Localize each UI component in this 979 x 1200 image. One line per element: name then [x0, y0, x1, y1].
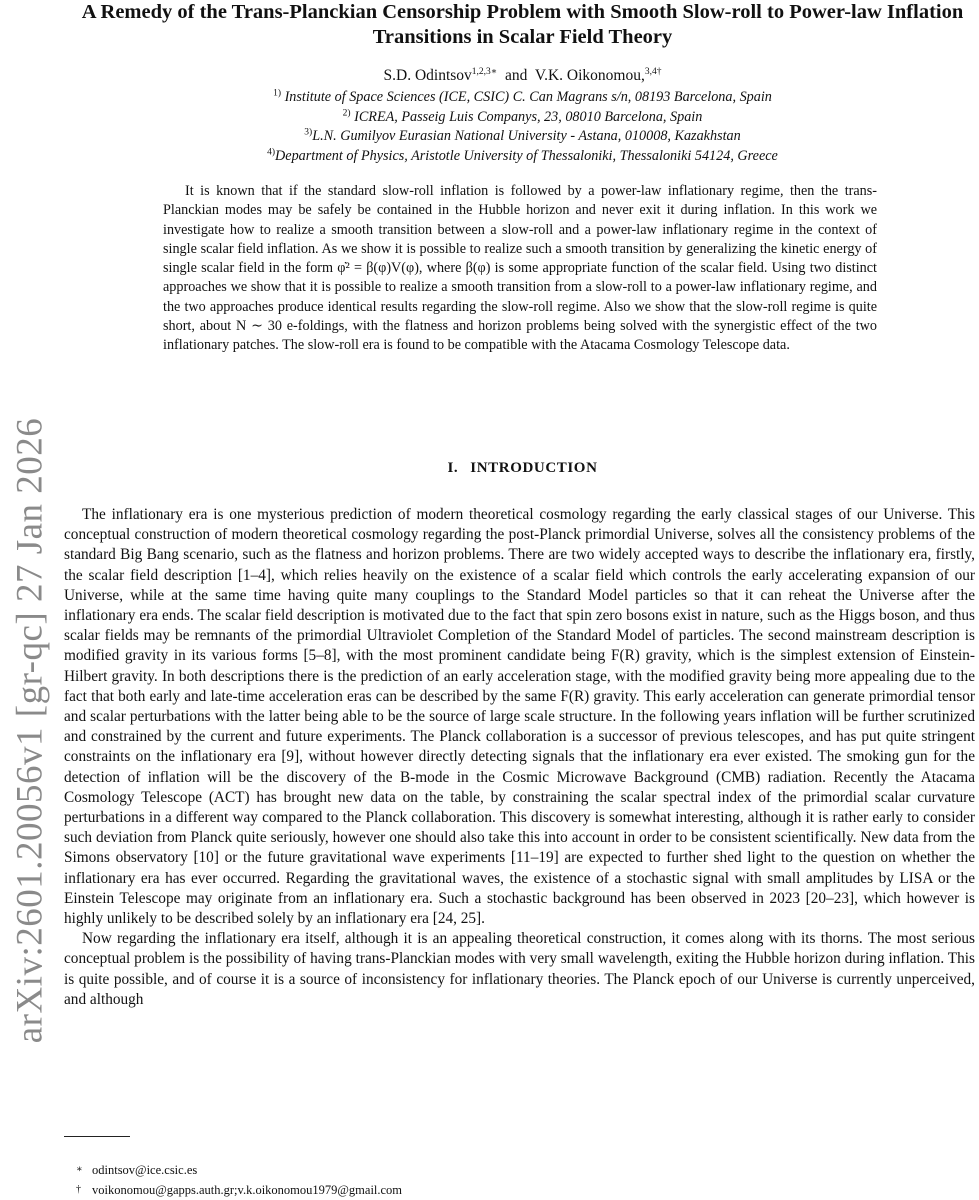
author-line [70, 66, 975, 86]
paper-title: A Remedy of the Trans-Planckian Censorship Problem with Smooth Slow-roll to Power-law Inflation Transitions in Scalar Field Theory [81, 1, 964, 48]
arxiv-stamp-text: arXiv:2601.20056v1 [gr-qc] 27 Jan 2026 [9, 417, 51, 1043]
paragraph-1: The inflationary era is one mysterious prediction of modern theoretical cosmology regarding the early classical stages of our Universe. This conceptual construction of modern theoretical cosmology regarding the post-Planck primordial Universe, solves all the consistency problems of the standard Big Bang scenario, such as the flatness and horizon problems. There are two widely accepted ways to describe the inflationary era, firstly, the scalar field description [1–4], which relies heavily on the existence of a scalar field which controls the early accelerating expansion of our Universe, while at the same time having quite many couplings to the Standard Model particles so that it can reheat the Universe after the inflationary era ends. The scalar field description is motivated due to the fact that spin zero bosons exist in nature, such as the Higgs boson, and thus scalar fields may be remnants of the primordial Ultraviolet Completion of the Standard Model of particles. The second mainstream description is modified gravity in its various forms [5–8], with the most prominent candidate being F(R) gravity, which is the simplest extension of Einstein-Hilbert gravity. In both descriptions there is the prediction of an early acceleration stage, with the modified gravity being more appealing due to the fact that both early and late-time acceleration eras can be described by the same F(R) gravity. This early acceleration can generate primordial tensor and scalar perturbations with the latter being able to be the source of large scale structure. In the following years inflation will be further scrutinized and constrained by the current and future experiments. The Planck collaboration is a successor of previous telescopes, and has put quite stringent constraints on the inflationary era [9], without however directly detecting signals that the inflationary era ever existed. The smoking gun for the detection of inflation will be the discovery of the B-mode in the Cosmic Microwave Background (CMB) radiation. Recently the Atacama Cosmology Telescope (ACT) has brought new data on the table, by constraining the scalar spectral index of the primordial scalar curvature perturbations in a different way compared to the Planck collaboration. This discovery is somewhat interesting, although it is rather early to consider such deviation from Planck quite seriously, however one should also take this into account in order to be consistent scientifically. New data from the Simons observatory [10] or the future gravitational wave experiments [11–19] are expected to further shed light to the question on whether the inflationary era has ever occurred. Regarding the gravitational waves, the existence of a stochastic signal with small amplitudes by LISA or the Einstein Telescope may originate from an inflationary era. Such a stochastic background has been observed in 2023 [20–23], which however is highly unlikely to be described solely by an inflationary era [24, 25]. [64, 506, 975, 928]
affiliation-1 [70, 88, 975, 108]
abstract: It is known that if the standard slow-roll inflation is followed by a power-law inflationary regime, then the trans-Planckian modes may be safely be contained in the Hubble horizon and never exit it during inflation. In this work we investigate how to realize a smooth transition between a slow-roll and a power-law inflationary regime in the context of single scalar field inflation. As we show it is possible to realize such a smooth transition by generalizing the kinetic energy of single scalar field in the form φ̇² = β(φ)V(φ), where β(φ) is some appropriate function of the scalar field. Using two distinct approaches we show that it is possible to realize a smooth transition from a slow-roll to a power-law inflationary regime, and the two approaches produce identical results regarding the slow-roll regime. Also we show that the slow-roll regime is quite short, about N ∼ 30 e-foldings, with the flatness and horizon problems being solved with the synergistic effect of the two inflationary patches. The slow-roll era is found to be compatible with the Atacama Cosmology Telescope data. [163, 183, 877, 354]
footnote-2 [64, 1180, 975, 1200]
footnote-2-mark: † [76, 1184, 81, 1195]
affiliation-2-text: ICREA, Passeig Luis Companys, 23, 08010 Barcelona, Spain [354, 108, 703, 125]
footnote-2-email[interactable]: voikonomou@gapps.auth.gr;v.k.oikonomou1979@gmail.com [92, 1183, 403, 1197]
author-1: S.D. Odintsov [383, 67, 472, 84]
affiliation-1-text: Institute of Space Sciences (ICE, CSIC) C. Can Magrans s/n, 08193 Barcelona, Spain [284, 89, 772, 105]
section-number: I. [447, 460, 459, 476]
affiliation-3-mark: 3) [304, 127, 313, 138]
section-heading [70, 460, 975, 477]
affiliation-4-text: Department of Physics, Aristotle University of Thessaloniki, Thessaloniki 54124, Greece [275, 147, 778, 164]
affiliation-3 [70, 127, 975, 147]
affiliation-2-mark: 2) [342, 107, 351, 118]
footnote-1 [64, 1160, 975, 1180]
footnote-1-mark: ∗ [76, 1164, 83, 1175]
footnote-1-email[interactable]: odintsov@ice.csic.es [92, 1163, 198, 1177]
footnote-rule [64, 1136, 130, 1137]
affiliation-2 [70, 108, 975, 128]
affiliation-4 [70, 147, 975, 167]
arxiv-stamp [8, 320, 52, 1140]
affiliations [70, 88, 975, 166]
affiliation-4-mark: 4) [267, 146, 276, 157]
paragraph-2: Now regarding the inflationary era itself, although it is an appealing theoretical construction, it comes along with its thorns. The most serious conceptual problem is the possibility of having trans-Planckian modes with very small wavelength, exiting the Hubble horizon during inflation. This is quite possible, and of course it is a source of inconsistency for inflationary theories. The Planck epoch of our Universe is currently unperceived, and although [64, 930, 975, 1008]
author-1-affil: 1,2,3∗ [471, 66, 498, 77]
body-text [64, 505, 975, 1010]
section-title: INTRODUCTION [470, 460, 598, 476]
author-2: V.K. Oikonomou, [534, 67, 645, 84]
footnotes [64, 1160, 975, 1200]
author-and: and [505, 67, 528, 84]
affiliation-3-text: L.N. Gumilyov Eurasian National University - Astana, 010008, Kazakhstan [312, 128, 741, 144]
affiliation-1-mark: 1) [273, 88, 282, 99]
author-2-affil: 3,4† [644, 66, 662, 77]
